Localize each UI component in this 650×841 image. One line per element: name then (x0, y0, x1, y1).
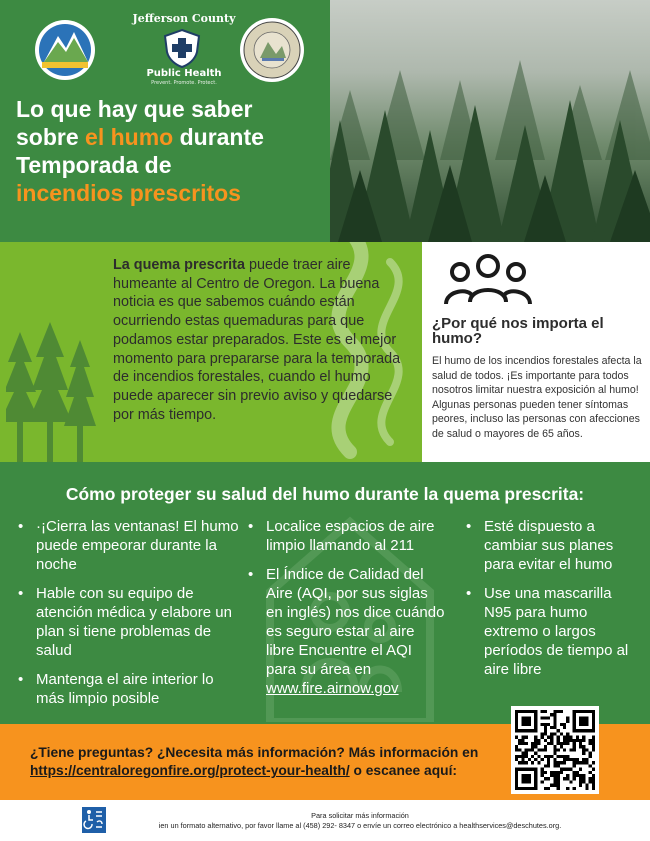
tip-aqi-text: El Índice de Calidad del Aire (AQI, por sus siglas en inglés) nos dice cuándo es seguro estar al aire libre Encuentre el AQI para su área en (266, 566, 445, 678)
mountain-logo-icon (30, 12, 100, 84)
why-text: El humo de los incendios forestales afecta la salud de todos. ¡Es importante para todos nosotros limitar nuestra exposición al humo! Algunas personas pueden tener síntomas peores, incluso las personas con afecciones de salud o mayores de 65 años. (432, 355, 642, 440)
logos-row (20, 8, 320, 88)
tip-close-windows: • ·¡Cierra las ventanas! El humo puede empeorar durante la noche (16, 517, 244, 574)
protect-health-link[interactable]: https://centraloregonfire.org/protect-your-health/ (30, 763, 350, 778)
tips-section (0, 462, 650, 724)
jefferson-county-logo (130, 8, 236, 88)
page-title (16, 95, 336, 207)
tips-column-1 (16, 517, 244, 718)
why-title: ¿Por qué nos importa el humo? (432, 315, 604, 347)
tips-heading: Cómo proteger su salud del humo durante la quema prescrita: (65, 484, 585, 504)
tip-change-plans: • Esté dispuesto a cambiar sus planes para evitar el humo (464, 517, 639, 574)
footer-line-2: ien un formato alternativo, por favor llame al (458) 292- 8347 o envíe un correo electrónico a healthservices@deschutes.org. (158, 821, 562, 830)
crook-county-seal (238, 12, 306, 84)
qr-code-icon (515, 710, 595, 790)
tips-column-3 (464, 517, 639, 689)
tip-talk-to-care-team: • Hable con su equipo de atención médica y elabore un plan si tiene problemas de salud (16, 584, 244, 660)
title-line-2-post: durante (173, 124, 264, 150)
questions-text (30, 744, 510, 780)
questions-suffix: o escanee aquí: (349, 763, 458, 778)
jefferson-tagline: Prevent. Promote. Protect. (151, 80, 217, 86)
title-line-1: Lo que hay que saber (16, 96, 253, 122)
header-banner (0, 0, 650, 242)
title-highlight-prescribed-fires: incendios prescritos (16, 180, 241, 206)
title-line-3: Temporada de (16, 152, 172, 178)
intro-body: puede traer aire humeante al Centro de Oregon. La buena noticia es que sabemos cuándo están ocurriendo estas quemaduras para que podamos estar preparados. Este es el mejor momento para prepararse para la temporada de incendios forestales, cuando el humo puede aparecer sin previo aviso y quedarse por más tiempo. (113, 257, 401, 423)
title-line-2-pre: sobre (16, 124, 86, 150)
tip-n95-mask: • Use una mascarilla N95 para humo extremo o largos períodos de tiempo al aire libre (464, 584, 639, 679)
footer-line-1: Para solicitar más información (311, 811, 409, 820)
jefferson-title: Jefferson County (132, 12, 236, 25)
intro-bold-lead: La quema prescrita (113, 257, 245, 273)
airnow-link[interactable]: www.fire.airnow.gov (266, 680, 399, 697)
county-seal-icon (238, 12, 306, 84)
title-highlight-smoke: el humo (85, 124, 174, 150)
jefferson-public-health: Public Health (146, 68, 222, 79)
shield-cross-icon (162, 28, 202, 68)
why-smoke-matters-box (422, 242, 650, 462)
tip-clean-indoor-air: • Mantenga el aire interior lo más limpio posible (16, 670, 244, 708)
intro-paragraph (113, 256, 413, 424)
footer (0, 800, 650, 841)
tip-air-quality-index (246, 565, 446, 698)
tip-clean-air-spaces: • Localice espacios de aire limpio llamando al 211 (246, 517, 446, 555)
qr-code[interactable] (511, 706, 599, 794)
people-group-icon (442, 252, 534, 308)
forest-photo (330, 0, 650, 242)
questions-lead: ¿Tiene preguntas? ¿Necesita más información? Más información en (30, 745, 479, 760)
tips-column-2 (246, 517, 446, 708)
deschutes-county-logo (30, 12, 100, 84)
title-line-2 (16, 123, 336, 151)
tree-icon (6, 322, 96, 462)
